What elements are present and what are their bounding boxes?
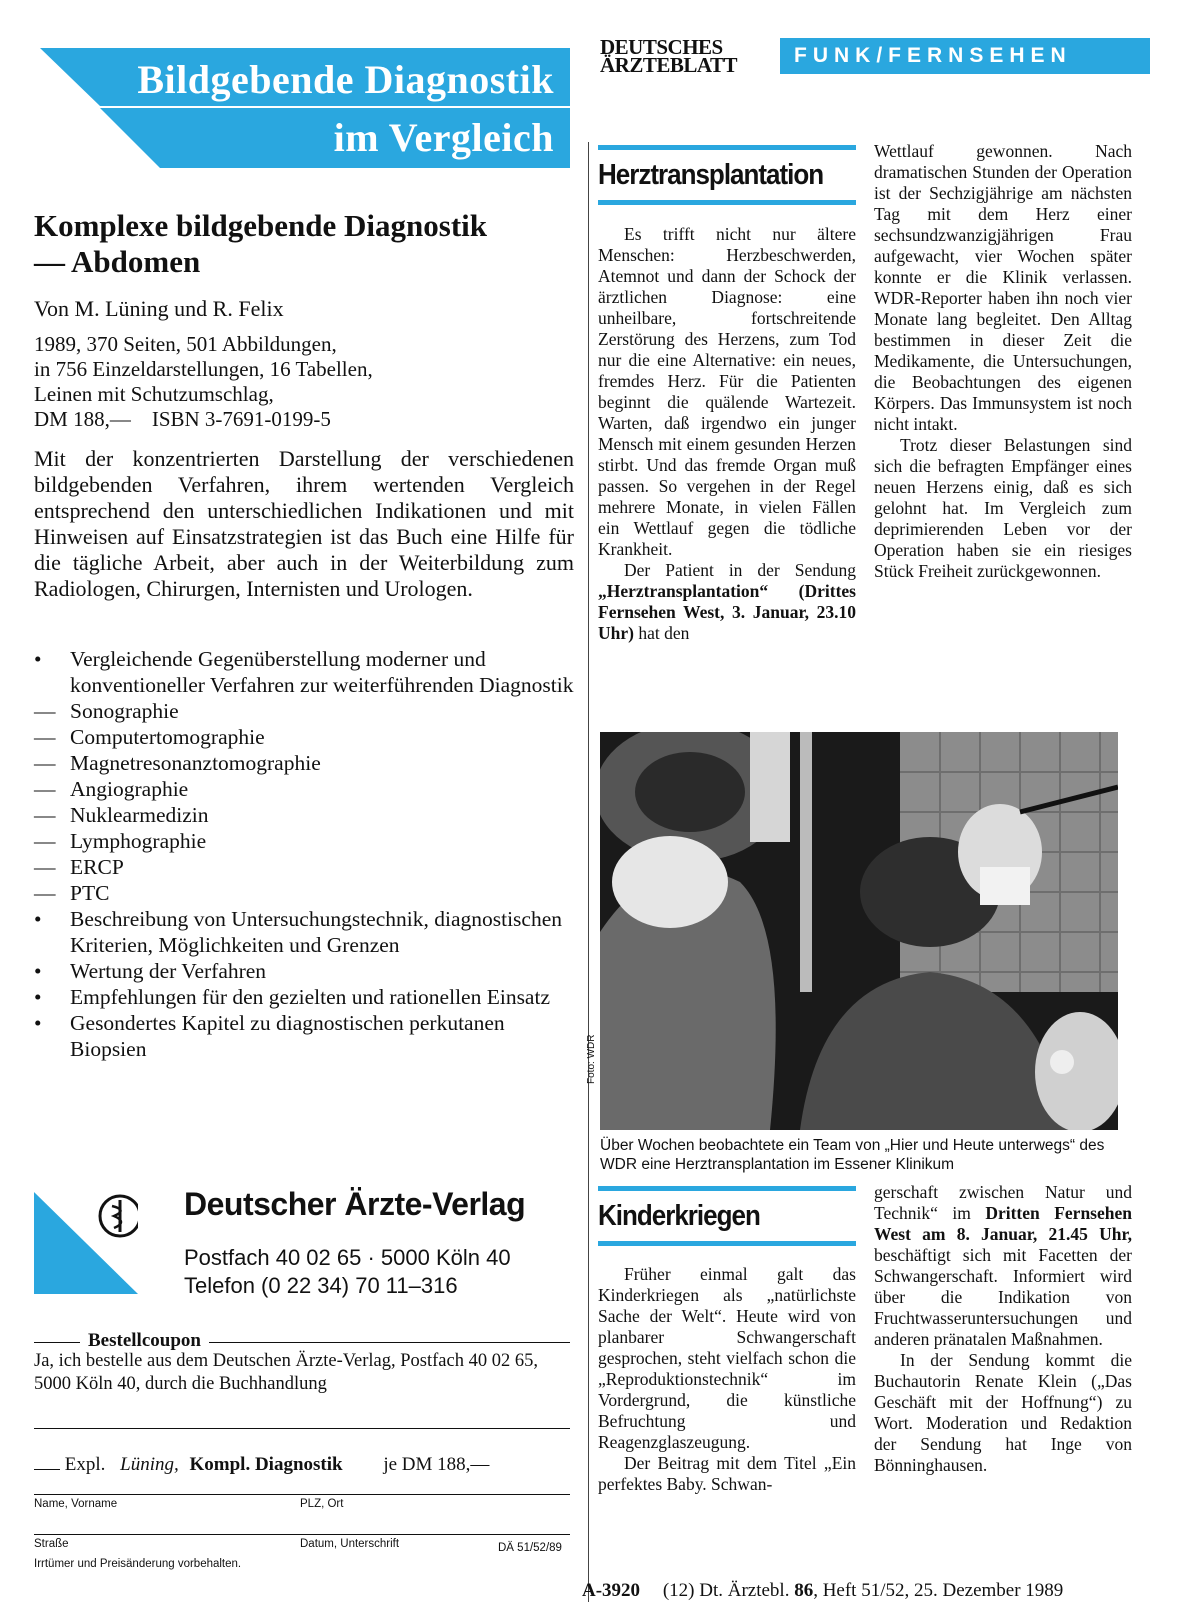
article2-paragraph [874, 1182, 1132, 1350]
article2-paragraph: Früher einmal galt das Kinderkriegen als „natürlichste Sache der Welt“. Heute wird von planbarer Schwangerschaft gesprochen, steht vielfach schon die „Reproduktionstechnik“ im Vordergrund, die künstliche Befruchtung und Reagenzglaszeugung. [598, 1264, 856, 1452]
list-item [34, 880, 574, 906]
disclaimer: Irrtümer und Preisänderung vorbehalten. [34, 1558, 242, 1570]
bullet-marker: • [34, 647, 42, 671]
dash-marker: — [34, 855, 56, 879]
dash-marker: — [34, 881, 56, 905]
publisher-phone: Telefon (0 22 34) 70 11–316 [184, 1273, 458, 1298]
list-item-text: Beschreibung von Untersuchungstechnik, diagnostischen Kriterien, Möglichkeiten und Grenzen [70, 907, 563, 957]
banner-title-line2: im Vergleich [333, 115, 554, 160]
dash-marker: — [34, 725, 56, 749]
surgery-photo [600, 732, 1118, 1130]
dash-marker: — [34, 829, 56, 853]
order-line[interactable] [34, 1454, 574, 1476]
name-field-label: Name, Vorname [34, 1498, 118, 1510]
photo-image [600, 732, 1118, 1130]
article2-column1 [598, 1264, 856, 1495]
list-item-text: Empfehlungen für den gezielten und rationellen Einsatz [70, 985, 550, 1009]
list-item-text: Computertomographie [70, 725, 265, 749]
list-item [34, 958, 574, 984]
coupon-text: Ja, ich bestelle aus dem Deutschen Ärzte-Verlag, Postfach 40 02 65, 5000 Köln 40, durch die Buchhandlung [34, 1351, 538, 1394]
publisher-address: Postfach 40 02 65 · 5000 Köln 40 [184, 1245, 511, 1270]
list-item-text: Lymphographie [70, 829, 207, 853]
street-field-label: Straße [34, 1538, 69, 1550]
bullet-marker: • [34, 985, 42, 1009]
order-unit: Expl. [64, 1454, 106, 1475]
book-description: Mit der konzentrierten Darstellung der verschiedenen bildgebenden Verfahren, ihrem wertenden Vergleich entsprechend den unterschiedlichen Indikationen und mit Hinweisen auf Einsatzstrategien ist das Buch eine Hilfe für die tägliche Arbeit, aber auch in der Weiterbildung zum Radiologen, Chirurgen, Internisten und Urologen. [34, 446, 574, 601]
publisher-emblem-icon [34, 1192, 138, 1294]
bullet-marker: • [34, 907, 42, 931]
coupon-title: Bestellcoupon [80, 1330, 209, 1352]
bullet-marker: • [34, 959, 42, 983]
publisher-name: Deutscher Ärzte-Verlag [184, 1186, 526, 1222]
spec-line: Leinen mit Schutzumschlag, [34, 382, 274, 406]
page-footer [582, 1580, 1142, 1602]
feature-list [34, 646, 574, 1062]
list-item-text: Nuklearmedizin [70, 803, 209, 827]
masthead-line2: ÄRZTEBLATT [600, 53, 737, 77]
order-title: Kompl. Diagnostik [189, 1454, 343, 1475]
book-title-line2: — Abdomen [34, 244, 201, 279]
name-field[interactable] [34, 1494, 570, 1495]
text-run: hat den [633, 623, 690, 643]
article1-paragraph: Es trifft nicht nur ältere Menschen: Herzbeschwerden, Atemnot und dann der Schock der ärztlichen Diagnose: eine unheilbare, fortschreitende Zerstörung des Herzens, zum Tod nur die eine Alternative: ein neues, fremdes Herz. Für die Patienten beginnt die quälende Wartezeit. Warten, daß irgendwo ein junger Mensch mit einem gesunden Herzen stirbt. Und das fremde Organ muß passen. So vergehen in der Regel mehrere Monate, in vielen Fällen ein Wettlauf gegen die tödliche Krankheit. [598, 224, 856, 559]
list-item [34, 984, 574, 1010]
bullet-marker: • [34, 1011, 42, 1035]
article-heading-text: Herztransplantation [598, 157, 824, 191]
list-item-text: Angiographie [70, 777, 189, 801]
article2-paragraph: Der Beitrag mit dem Titel „Ein perfektes Baby. Schwan- [598, 1453, 856, 1494]
spec-line: in 756 Einzeldarstellungen, 16 Tabellen, [34, 357, 373, 381]
text-run: gerschaft zwischen Natur und Technik“ im [874, 1182, 1132, 1223]
list-item-text: Sonographie [70, 699, 179, 723]
volume-number: 86 [794, 1580, 814, 1601]
list-item-text: Wertung der Verfahren [70, 959, 267, 983]
publisher-contact [184, 1244, 511, 1300]
article1-paragraph [598, 560, 856, 644]
dash-marker: — [34, 803, 56, 827]
list-item [34, 906, 574, 958]
column-divider [588, 142, 589, 1602]
dash-marker: — [34, 751, 56, 775]
photo-credit: Foto: WDR [586, 1034, 597, 1084]
coupon-rule [34, 1428, 570, 1429]
masthead [600, 35, 737, 77]
list-item [34, 828, 574, 854]
photo-caption: Über Wochen beobachtete ein Team von „Hier und Heute unterwegs“ des WDR eine Herztransplantation im Essener Klinikum [600, 1137, 1105, 1173]
street-field[interactable] [34, 1534, 570, 1535]
date-field-label: Datum, Unterschrift [300, 1538, 400, 1550]
ad-banner [40, 48, 570, 168]
article-heading [598, 1186, 856, 1246]
list-item [34, 1010, 574, 1062]
article1-column1 [598, 224, 856, 644]
issue-info [663, 1580, 1064, 1601]
book-authors: Von M. Lüning und R. Felix [34, 296, 284, 321]
quantity-blank[interactable] [34, 1469, 60, 1470]
book-title-line1: Komplexe bildgebende Diagnostik [34, 208, 487, 243]
plz-field-label: PLZ, Ort [300, 1498, 344, 1510]
list-item-text: PTC [70, 881, 110, 905]
book-specs [34, 332, 574, 432]
text-run: , Heft 51/52, 25. Dezember 1989 [813, 1580, 1064, 1601]
list-item [34, 802, 574, 828]
list-item-text: ERCP [70, 855, 124, 879]
banner-title-line1: Bildgebende Diagnostik [137, 57, 554, 102]
article1-column2 [874, 141, 1132, 582]
section-label: FUNK/FERNSEHEN [780, 38, 1150, 74]
article2-paragraph: In der Sendung kommt die Buchautorin Renate Klein („Das Geschäft mit der Hoffnung“) zu Wort. Moderation und Redaktion der Sendung hat Inge von Bönninghausen. [874, 1350, 1132, 1475]
text-run: beschäftigt sich mit Facetten der Schwangerschaft. Informiert wird über die Indikation von Fruchtwasseruntersuchungen und anderen pränatalen Maßnahmen. [874, 1245, 1132, 1349]
list-item-text: Gesondertes Kapitel zu diagnostischen perkutanen Biopsien [70, 1011, 505, 1061]
dash-marker: — [34, 777, 56, 801]
broadcast-info: „Herztransplantation“ (Drittes Fernsehen West, 3. Januar, 23.10 Uhr) [598, 581, 856, 643]
masthead-line1: DEUTSCHES [600, 35, 723, 59]
article-heading [598, 145, 856, 205]
article2-column2 [874, 1182, 1132, 1476]
list-item [34, 698, 574, 724]
broadcast-info: Dritten Fernsehen West am 8. Januar, 21.45 Uhr, [874, 1203, 1132, 1244]
text-run: (12) Dt. Ärztebl. [662, 1580, 795, 1601]
list-item [34, 854, 574, 880]
list-item [34, 750, 574, 776]
ad-code: DÄ 51/52/89 [498, 1542, 562, 1554]
article1-paragraph: Wettlauf gewonnen. Nach dramatischen Stunden der Operation ist der Sechzigjährige am nächsten Tag mit dem Herz einer sechsundzwanzigjährigen Frau aufgewacht, vier Wochen später konnte er die Klinik verlassen. WDR-Reporter haben ihn noch vier Monate lang begleitet. Den Alltag bestimmen in dieser Zeit die Medikamente, die Untersuchungen, die Beobachtungen des eigenen Körpers. Das Immunsystem ist noch nicht intakt. [874, 141, 1132, 434]
text-run: Der Patient in der Sendung [624, 560, 856, 580]
list-item [34, 724, 574, 750]
spec-line: DM 188,— ISBN 3-7691-0199-5 [34, 407, 331, 431]
publisher-logo [34, 1192, 138, 1294]
dash-marker: — [34, 699, 56, 723]
list-item-text: Vergleichende Gegenüberstellung moderner und konventioneller Verfahren zur weiterführenden Diagnostik [70, 647, 574, 697]
book-title [34, 208, 574, 280]
list-item [34, 646, 574, 698]
list-item [34, 776, 574, 802]
article-heading-text: Kinderkriegen [598, 1198, 760, 1232]
article1-paragraph: Trotz dieser Belastungen sind sich die befragten Empfänger eines neuen Herzens einig, daß es sich gelohnt hat. Im Vergleich zum deprimierenden Leben vor der Operation haben sie ein riesiges Stück Freiheit zurückgewonnen. [874, 435, 1132, 581]
order-author: Lüning, [120, 1454, 179, 1475]
order-price: je DM 188,— [383, 1454, 490, 1475]
spec-line: 1989, 370 Seiten, 501 Abbildungen, [34, 332, 337, 356]
list-item-text: Magnetresonanztomographie [70, 751, 321, 775]
page-number: A-3920 [582, 1580, 641, 1601]
